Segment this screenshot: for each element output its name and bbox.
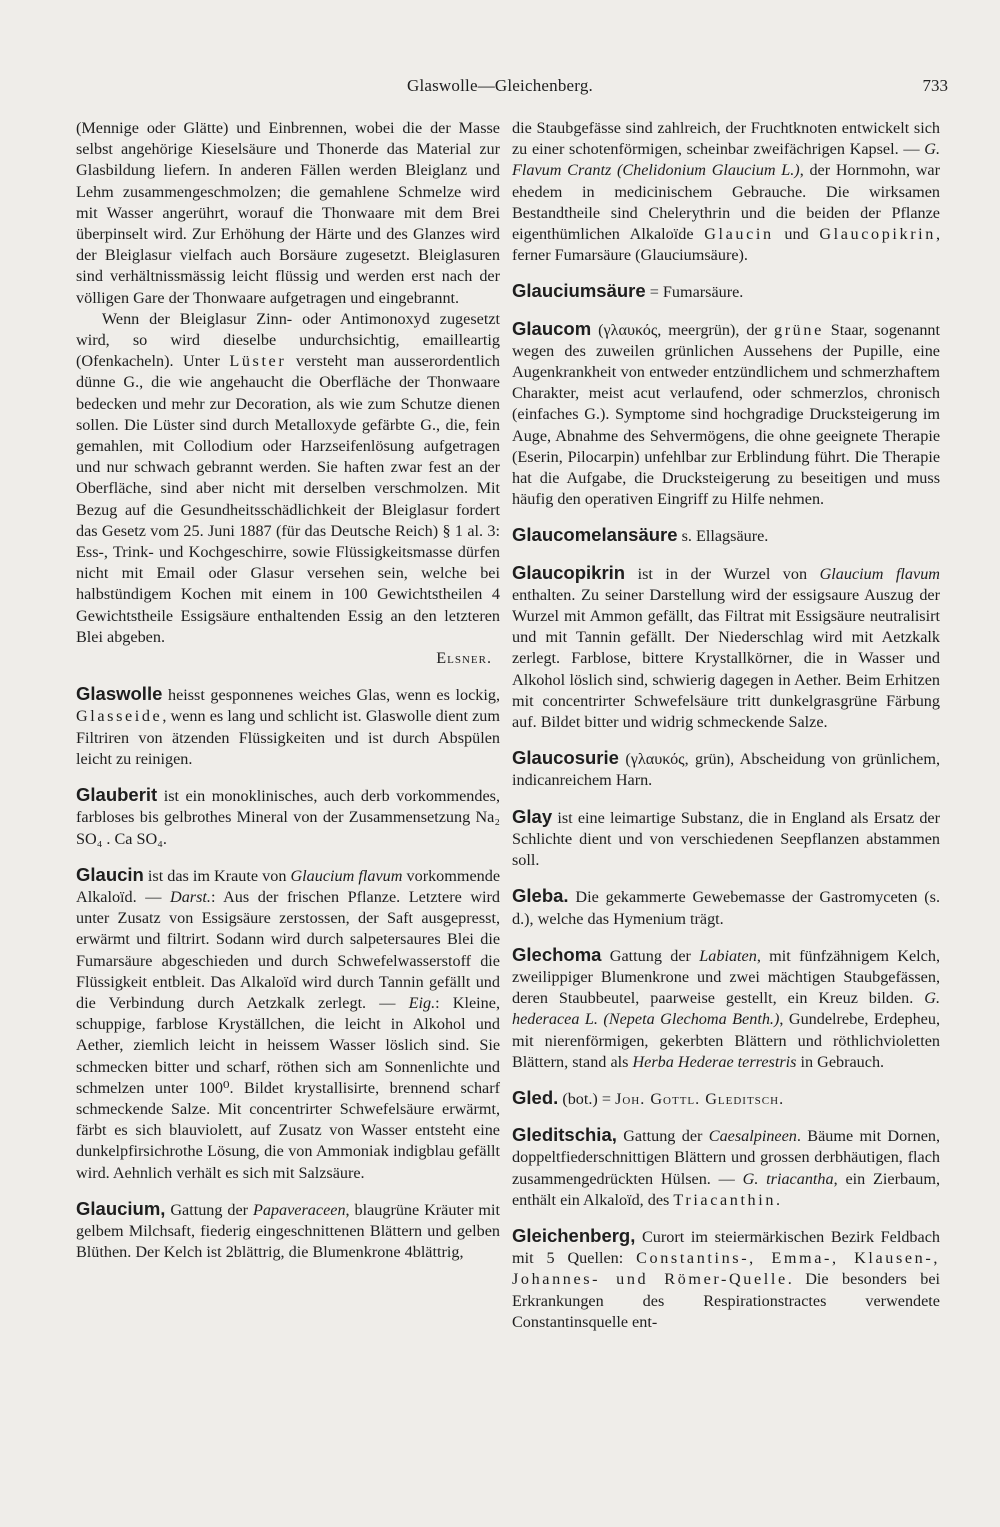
- entry-gleichenberg: [512, 1225, 940, 1333]
- entry-glauciumsaeure: [512, 280, 940, 303]
- continued-paragraph: (Mennige oder Glätte) und Einbrennen, wobei die der Masse selbst angehörige Kieselsäure und Thonerde das Material zur Glasbildung liefern. In anderen Fällen werden Bleiglanz und Lehm zusammengeschmolzen; die gemahlene Schmelze wird mit Wasser angerührt, worauf die Thonwaare mit dem Brei überpinselt wird. Zur Erhöhung der Härte und des Glanzes wird der Bleiglasur vielfach auch Borsäure zugesetzt. Bleiglasuren sind verhältnissmässig leicht flüssig und werden erst nach der völligen Gare der Thonwaare aufgetragen und eingebrannt.: [76, 119, 500, 307]
- entry-gleba: [512, 885, 940, 929]
- text-run: Wenn der Bleiglasur Zinn- oder Antimonoxyd zugesetzt wird, so wird dieselbe undurchsichtig, emailleartig (Ofenkacheln). Unter: [76, 309, 500, 371]
- spaced-term: Constantins-, Emma-, Klausen-, Johannes- und Römer-Quelle: [512, 1249, 941, 1289]
- text-run: : Kleine, schuppige, farblose Kryställchen, die leicht in Alkohol und Aether, ziemlich leicht in heissem Wasser löslich sind. Sie schmecken bitter und scharf, röthen sich am Sonnenlichte und schmelzen unter 100⁰. Bildet krystallisirte, brennend scharf schmeckende Salze. Mit concentrirter Schwefelsäure erwärmt, färbt es sich blauviolett, auf Zusatz von Wasser entsteht eine dunkelpfirsichrothe Lösung, die von Ammoniak indigblau gefällt wird. Aehnlich verhält es sich mit Salzsäure.: [76, 993, 500, 1182]
- running-title: Glaswolle—Gleichenberg.: [406, 76, 594, 95]
- paragraph-luester: [76, 309, 500, 648]
- headword: Glaucium,: [76, 1197, 166, 1219]
- left-column: [76, 118, 500, 1263]
- text-run: versteht man ausserordentlich dünne G., die wie angehaucht die Oberfläche der Thonwaare bedecken und mehr zur Decoration, als wie zum Schutze dienen sollen. Die Lüster sind durch Metalloxyde gefärbte G., die, fein gemahlen, mit Collodium oder Harzseifenlösung aufgetragen und nur schwach gebrannt werden. Sie haften zwar fest an der Oberfläche, sind aber nicht mit derselben verschmolzen. Mit Bezug auf die Gesundheitsschädlichkeit der Bleiglasur fordert das Gesetz vom 25. Juni 1887 (für das Deutsche Reich) § 1 al. 3: Ess-, Trink- und Kochgeschirre, sowie Flüssigkeitsmasse dürfen nicht mit Email oder Glasur versehen sein, welche bei halbstündigem Kochen mit einem in 100 Gewichtstheilen 4 Gewichtstheile Essigsäure enthaltenden Essig an den letzteren Blei abgeben.: [76, 352, 501, 646]
- headword: Glauberit: [76, 784, 158, 806]
- headword: Gleba.: [512, 885, 569, 907]
- text-run: Staar, sogenannt wegen des zuweilen grünlichen Aussehens der Pupille, eine Augenkrankheit von entweder entzündlichem und schmerzhaftem Charakter, meist acut verlaufend, oder schmerzlos, chronisch (einfaches G.). Symptome sind hochgradige Drucksteigerung im Auge, Abnahme des Sehvermögens, die ohne geeignete Therapie (Eserin, Pilocarpin) unfehlbar zur Erblindung führt. Die Therapie hat die Aufgabe, die Drucksteigerung zu beseitigen und muss häufig den operativen Eingriff zu Hilfe nehmen.: [512, 320, 941, 509]
- text-run: ist in der Wurzel von: [637, 564, 808, 583]
- entry-glaucosurie: [512, 747, 940, 791]
- text-run: ist ein monoklinisches, auch derb vorkommendes, farbloses bis gelbrothes Mineral von der Zusammensetzung Na₂ SO₄ . Ca SO₄.: [76, 787, 501, 848]
- text-run: , mit fünfzähnigem Kelch, zweilippiger Blumenkrone und zwei mächtigen Staubgefässen, deren Staubbeutel, paarweise gestellt, ein Kreuz bilden.: [512, 946, 940, 1008]
- right-column: [512, 118, 940, 1333]
- spaced-term: Glasseide: [76, 707, 163, 726]
- headword: Glauciumsäure: [512, 280, 646, 302]
- entry-glaucium: [76, 1198, 500, 1264]
- author-signature: Elsner.: [436, 649, 492, 668]
- page-number: 733: [922, 76, 948, 95]
- text-run: in Gebrauch.: [800, 1052, 885, 1071]
- entry-glaucomelansaeure: [512, 524, 940, 547]
- entry-glaucopikrin: [512, 562, 940, 734]
- text-run: vorkommende Alkaloïd. —: [76, 866, 501, 906]
- text-run: , ferner Fumarsäure (Glauciumsäure).: [512, 225, 941, 265]
- text-run: Gattung der: [170, 1200, 249, 1219]
- text-run: ist eine leimartige Substanz, die in England als Ersatz der Schlichte dient und von verschiedenen Seepflanzen abstammen soll.: [512, 808, 941, 870]
- text-run: . Die besonders bei Erkrankungen des Respirationstractes verwendete Constantinsquelle ent-: [512, 1270, 940, 1331]
- entry-glaucom: [512, 318, 940, 511]
- italic-term: Darst.: [170, 887, 211, 906]
- entry-gleditschia: [512, 1124, 940, 1211]
- text-run: Gattung der: [609, 946, 691, 965]
- text-run: die Staubgefässe sind zahlreich, der Fruchtknoten entwickelt sich zu einer schotenförmigen, scheinbar zweifächrigen Kapsel. —: [512, 119, 940, 159]
- headword: Glechoma: [512, 943, 602, 965]
- entry-glaucin: [76, 864, 500, 1184]
- text-run: Curort im steiermärkischen Bezirk Feldbach mit 5 Quellen:: [512, 1227, 940, 1268]
- headword: Glaucom: [512, 317, 592, 339]
- page-header: [0, 76, 1000, 100]
- text-run: , der Hornmohn, war ehedem in medicinischem Gebrauche. Die wirksamen Bestandtheile sind Chelerythrin und die beiden der Pflanze eigenthümlichen Alkaloïde: [512, 161, 940, 244]
- italic-term: Glaucium flavum: [819, 564, 940, 583]
- signature-line: [76, 648, 500, 669]
- headword: Glaucosurie: [512, 747, 619, 769]
- text-run: : Aus der frischen Pflanze. Letztere wird unter Zusatz von Essigsäure zerstossen, der Saft ausgepresst, erwärmt und filtrirt. Sodann wird durch salpetersaures Blei die Fumarsäure abgeschieden und durch Schwefelwasserstoff die Flüssigkeit entbleit. Das Alkaloïd wird durch Tannin gefällt und die Verbindung durch Aetzkalk zerlegt. —: [76, 887, 501, 1012]
- continued-paragraph: [512, 118, 940, 266]
- headword: Gleditschia,: [512, 1124, 617, 1146]
- text-run: (bot.) =: [562, 1089, 612, 1108]
- entry-gled: [512, 1087, 940, 1110]
- smallcaps-name: Joh. Gottl. Gleditsch.: [615, 1089, 785, 1108]
- text-run: s. Ellagsäure.: [681, 527, 769, 546]
- headword: Glaswolle: [76, 683, 163, 705]
- spaced-term: grüne: [774, 320, 824, 339]
- text-run: .: [776, 1190, 781, 1209]
- text-run: , blaugrüne Kräuter mit gelbem Milchsaft, fiederig eingeschnittenen Blättern und gelben Blüthen. Der Kelch ist 2blättrig, die Blumenkrone 4blättrig,: [76, 1200, 501, 1262]
- text-run: , wenn es lang und schlicht ist. Glaswolle dient zum Filtriren von ätzenden Flüssigkeiten und ist durch Abspülen leicht zu reinigen.: [76, 707, 500, 768]
- italic-term: G. triacantha: [742, 1169, 834, 1188]
- text-run: und: [784, 225, 809, 244]
- italic-term: Eig.: [408, 993, 436, 1012]
- text-run: , ein Zierbaum, enthält ein Alkaloïd, des: [512, 1169, 940, 1209]
- text-run: , Gundelrebe, Erdepheu, mit nierenförmigen, gekerbten Blättern und röthlichvioletten Blättern, stand als: [512, 1010, 940, 1071]
- text-run: Gattung der: [623, 1127, 703, 1146]
- text-run: heisst gesponnenes weiches Glas, wenn es lockig,: [167, 686, 501, 705]
- headword: Gleichenberg,: [512, 1224, 636, 1246]
- spaced-term: Glaucin: [704, 225, 774, 244]
- headword: Glaucomelansäure: [512, 524, 678, 546]
- italic-term: G. hederacea L. (Nepeta Glechoma Benth.): [512, 989, 941, 1029]
- text-run: . Bäume mit Dornen, doppeltfiederschnittigen Blättern und grossen derbhäutigen, flach zusammengedrückten Hülsen. —: [512, 1127, 941, 1188]
- text-run: (γλαυκός, grün), Abscheidung von grünlichem, indicanreichem Harn.: [512, 750, 940, 790]
- text-run: enthalten. Zu seiner Darstellung wird der essigsaure Auszug der Wurzel mit Ammon gefällt, das Filtrat mit Essigsäure neutralisirt und mit Tannin gefällt. Der Niederschlag wird mit Aetzkalk zerlegt. Farblose, bittere Krystallkörner, die in Wasser und Alkohol löslich sind, schwierig dagegen in Aether. Beim Erhitzen mit concentrirter Schwefelsäure tritt dunkelgrasgrüne Färbung auf. Bildet bitter und widrig schmeckende Salze.: [512, 585, 940, 732]
- italic-term: G. Flavum Crantz (Chelidonium Glaucium L.): [512, 140, 940, 180]
- headword: Glaucopikrin: [512, 561, 626, 583]
- headword: Gled.: [512, 1086, 559, 1108]
- italic-term: Caesalpineen: [708, 1127, 797, 1146]
- italic-term: Papaveraceen: [252, 1200, 346, 1219]
- text-run: = Fumarsäure.: [649, 283, 744, 302]
- text-run: ist das im Kraute von: [147, 866, 287, 885]
- italic-term: Herba Hederae terrestris: [632, 1052, 797, 1071]
- italic-term: Glaucium flavum: [290, 866, 403, 885]
- text-run: (γλαυκός, meergrün), der: [598, 320, 768, 339]
- entry-glauberit: [76, 784, 500, 850]
- italic-term: Labiaten: [699, 946, 757, 965]
- entry-glay: [512, 806, 940, 872]
- spaced-term: Glaucopikrin: [819, 225, 936, 244]
- spaced-term: Lüster: [229, 352, 287, 371]
- entry-glechoma: [512, 944, 940, 1073]
- headword: Glay: [512, 805, 553, 827]
- text-run: Die gekammerte Gewebemasse der Gastromyceten (s. d.), welche das Hymenium trägt.: [512, 888, 941, 928]
- headword: Glaucin: [76, 863, 144, 885]
- entry-glaswolle: [76, 683, 500, 770]
- spaced-term: Triacanthin: [673, 1190, 777, 1209]
